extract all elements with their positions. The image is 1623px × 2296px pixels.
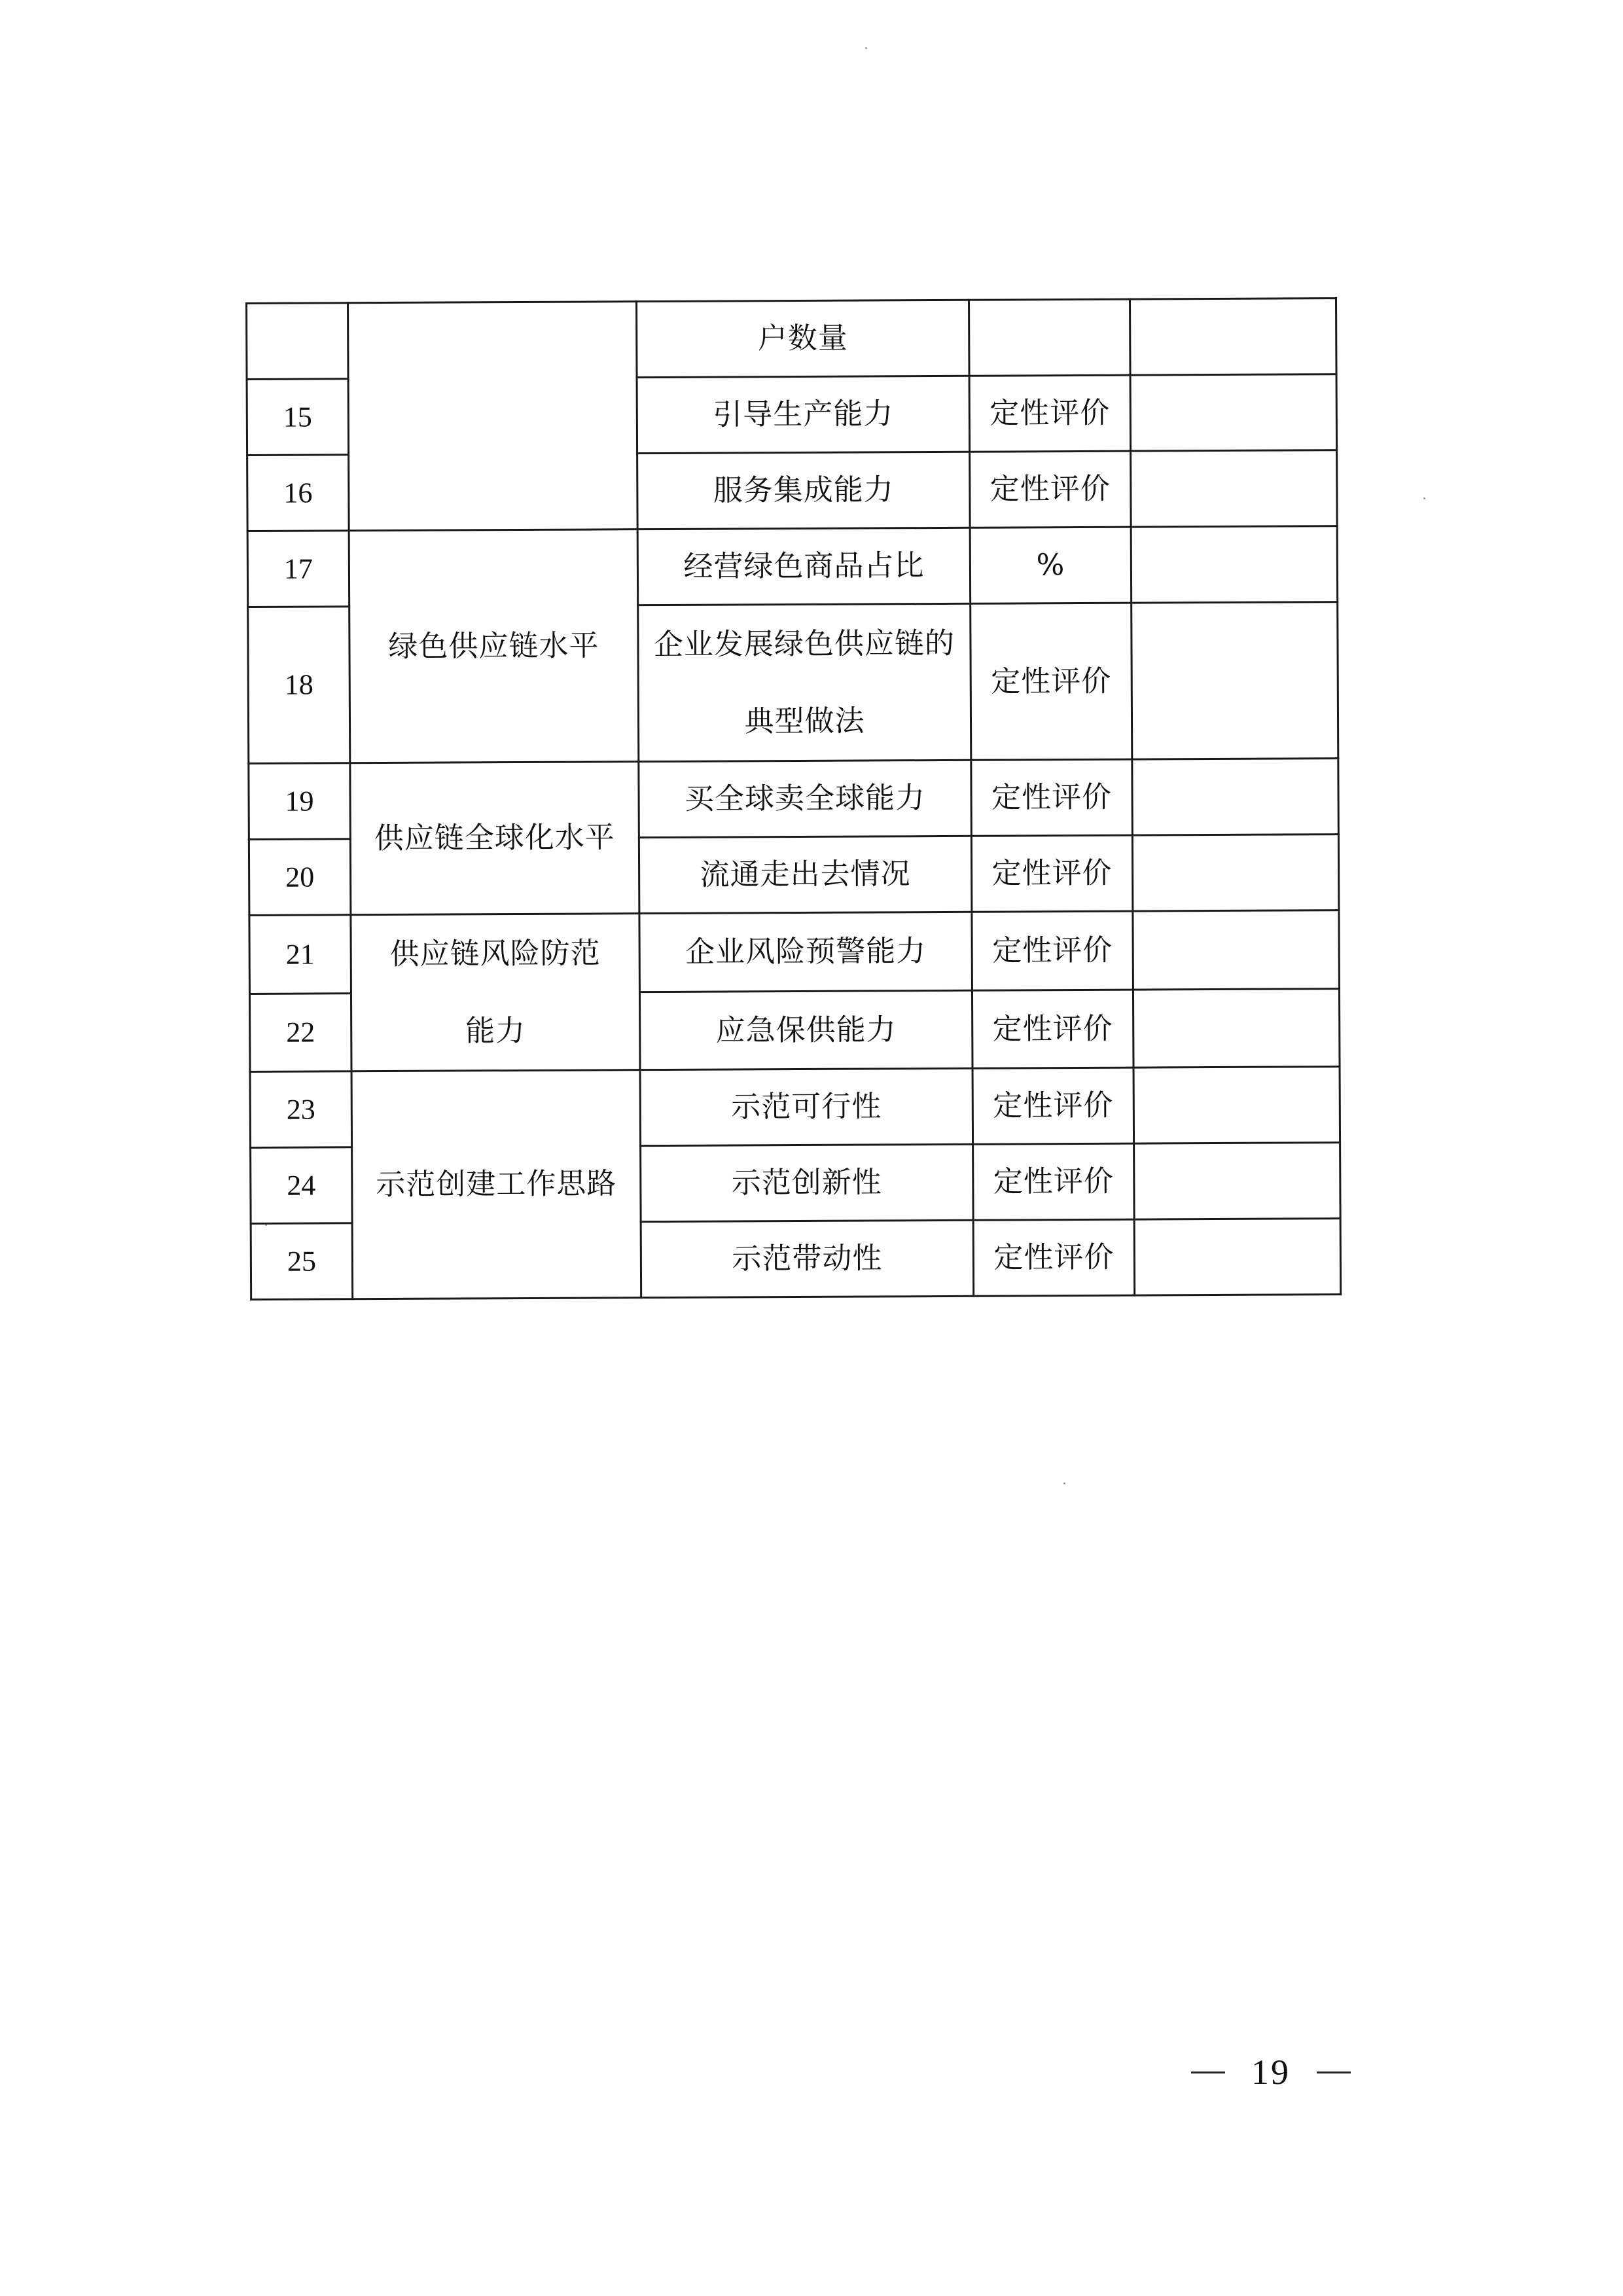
table-row [247, 298, 1337, 380]
indicator-line: 典型做法 [744, 703, 865, 739]
unit-cell: % [970, 527, 1132, 603]
indicator-cell [638, 603, 971, 761]
unit-cell: 定性评价 [972, 990, 1133, 1069]
unit-cell: 定性评价 [973, 1143, 1135, 1220]
table-row [250, 1067, 1340, 1148]
category-cell [348, 302, 638, 531]
indicator-cell: 企业风险预警能力 [639, 912, 972, 992]
unit-cell: 定性评价 [973, 1219, 1135, 1296]
indicator-cell: 户数量 [637, 300, 970, 377]
footer-dash-left [1191, 2072, 1225, 2073]
indicator-cell: 示范带动性 [641, 1220, 974, 1297]
indicator-cell: 买全球卖全球能力 [639, 760, 972, 837]
category-line: 供应链风险防范 [389, 935, 601, 971]
row-number: 20 [249, 839, 351, 916]
score-cell [1133, 1067, 1340, 1143]
indicator-cell: 流通走出去情况 [639, 836, 972, 913]
page-footer [1191, 2052, 1351, 2092]
row-number: 24 [251, 1147, 353, 1224]
scan-speck [865, 47, 867, 49]
indicator-line: 企业发展绿色供应链的 [653, 625, 955, 662]
category-cell: 供应链全球化水平 [350, 762, 639, 915]
table-row [247, 526, 1338, 607]
category-line: 能力 [465, 1013, 526, 1049]
unit-cell: 定性评价 [969, 375, 1131, 452]
score-cell [1132, 759, 1339, 835]
row-number: 16 [247, 455, 349, 531]
indicator-cell: 应急保供能力 [639, 990, 972, 1070]
evaluation-index-table [245, 297, 1342, 1300]
score-cell [1132, 834, 1339, 911]
indicator-cell: 示范创新性 [641, 1144, 974, 1221]
score-cell [1133, 910, 1340, 990]
score-cell [1132, 602, 1338, 759]
indicator-cell: 服务集成能力 [637, 452, 971, 529]
unit-cell: 定性评价 [972, 911, 1133, 990]
category-cell: 示范创建工作思路 [351, 1070, 641, 1299]
scan-speck [1423, 497, 1425, 499]
indicator-cell: 引导生产能力 [637, 376, 970, 453]
category-cell [351, 914, 640, 1071]
unit-cell: 定性评价 [972, 1067, 1134, 1144]
unit-cell: 定性评价 [971, 603, 1132, 760]
row-number: 21 [249, 915, 351, 994]
footer-dash-right [1317, 2072, 1351, 2073]
unit-cell [969, 299, 1130, 376]
indicator-cell: 经营绿色商品占比 [637, 528, 971, 605]
page-number: 19 [1251, 2053, 1291, 2092]
unit-cell: 定性评价 [970, 451, 1132, 528]
row-number [247, 303, 349, 380]
score-cell [1131, 450, 1338, 527]
row-number: 22 [249, 993, 351, 1071]
scan-speck [1063, 1482, 1065, 1484]
table-row [249, 759, 1339, 840]
score-cell [1134, 1219, 1341, 1295]
row-number: 23 [250, 1071, 352, 1148]
category-cell: 绿色供应链水平 [349, 529, 639, 763]
row-number: 18 [248, 607, 350, 764]
score-cell [1133, 988, 1340, 1067]
score-cell [1134, 1143, 1341, 1219]
row-number: 15 [247, 379, 349, 456]
score-cell [1130, 298, 1336, 375]
score-cell [1130, 374, 1337, 451]
indicator-cell: 示范可行性 [640, 1068, 973, 1145]
unit-cell: 定性评价 [971, 835, 1133, 912]
row-number: 17 [247, 531, 349, 607]
score-cell [1131, 526, 1338, 603]
row-number: 19 [249, 763, 351, 840]
row-number: 25 [251, 1223, 353, 1300]
table-row [249, 910, 1340, 994]
unit-cell: 定性评价 [971, 759, 1133, 836]
